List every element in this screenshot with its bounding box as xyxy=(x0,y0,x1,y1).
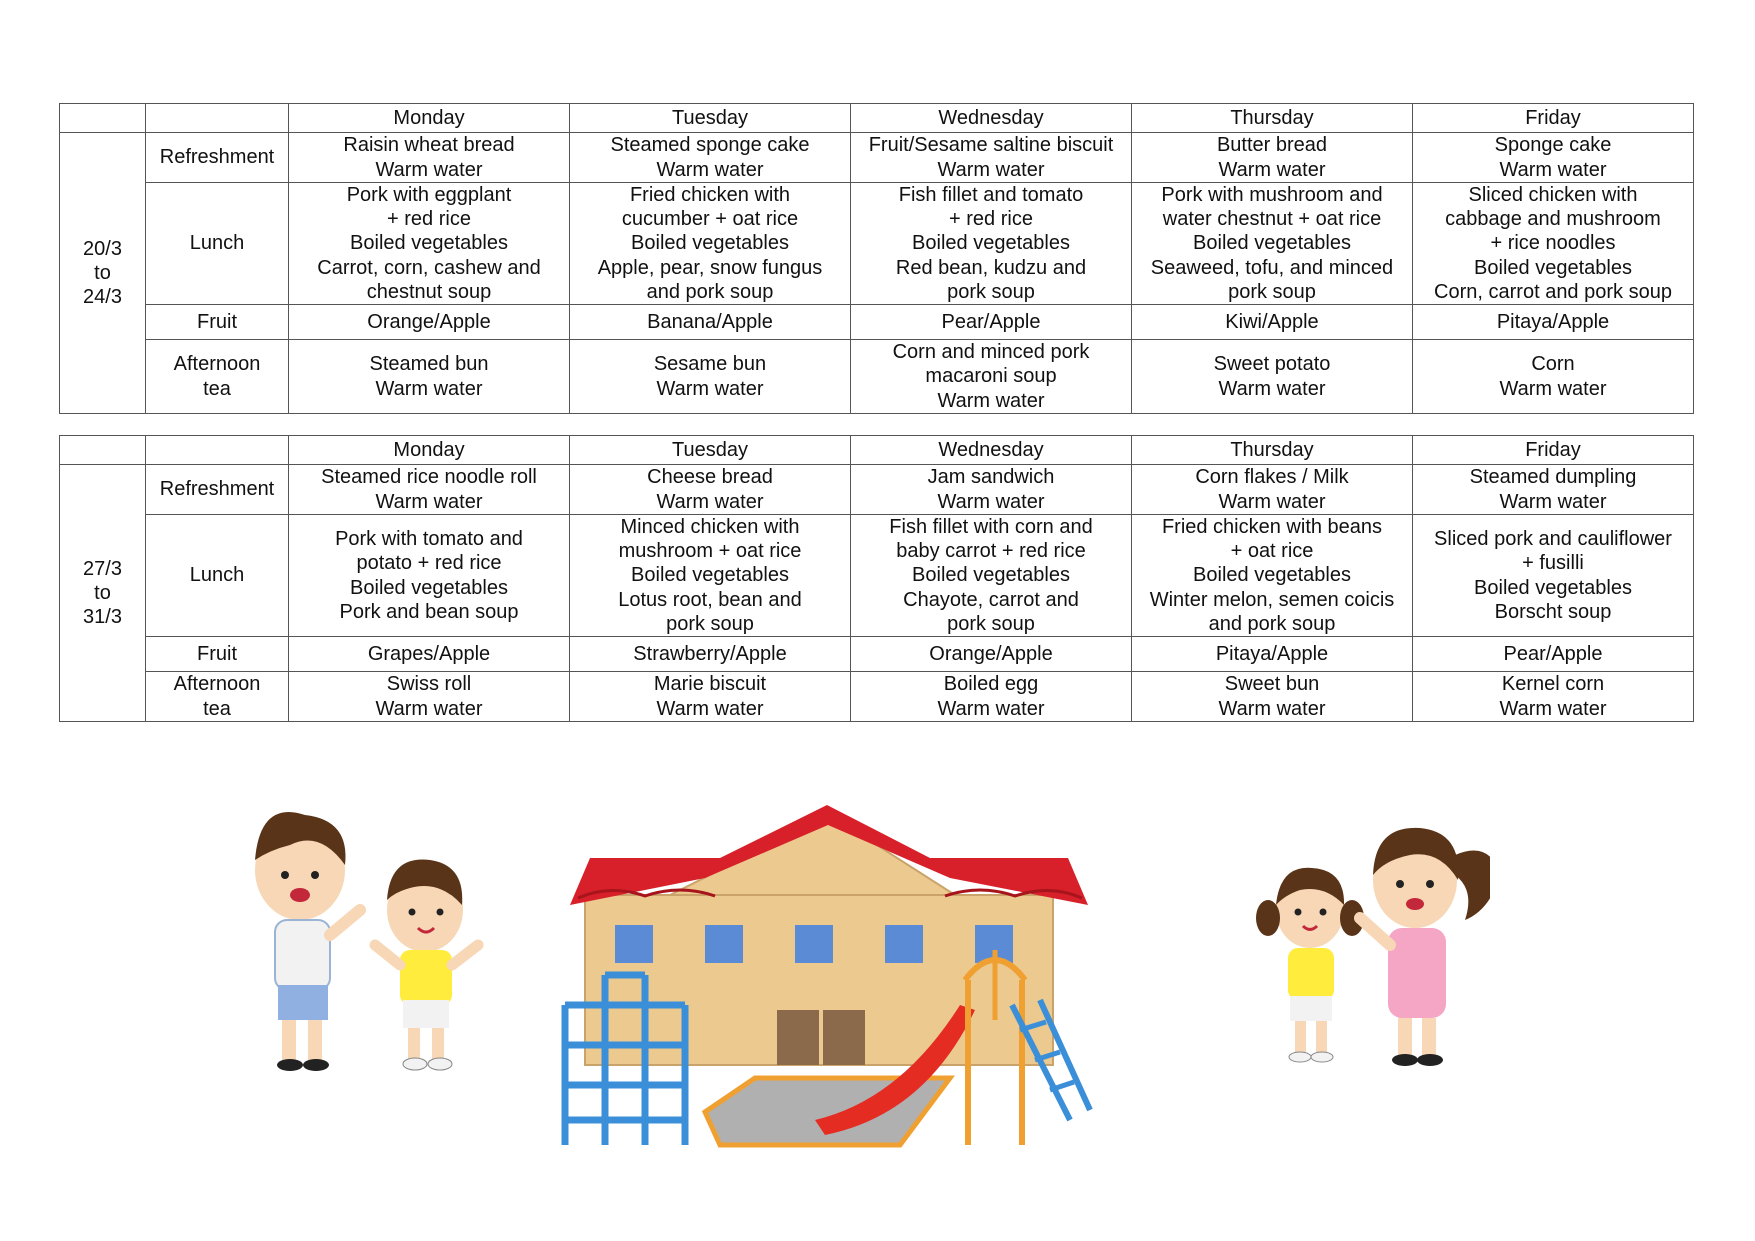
menu-line: Steamed bun xyxy=(369,353,489,376)
menu-line: and pork soup xyxy=(646,280,774,303)
menu-cell xyxy=(1413,305,1694,340)
meal-row-refreshment xyxy=(60,133,1694,183)
menu-line: Warm water xyxy=(937,490,1045,513)
menu-line: Boiled vegetables xyxy=(912,564,1070,587)
menu-cell xyxy=(851,465,1132,515)
meal-label-line: Fruit xyxy=(197,310,237,333)
menu-line: cucumber + oat rice xyxy=(621,208,799,231)
menu-cell xyxy=(570,515,851,637)
menu-cell xyxy=(570,465,851,515)
meal-row-lunch xyxy=(60,515,1694,637)
menu-line: Warm water xyxy=(375,490,483,513)
meal-label-line: tea xyxy=(203,697,231,720)
menu-line: + red rice xyxy=(387,208,471,231)
menu-line: Chayote, carrot and xyxy=(903,588,1079,611)
menu-line: Boiled vegetables xyxy=(350,576,508,599)
menu-line: pork soup xyxy=(666,612,754,635)
menu-cell xyxy=(1132,340,1413,414)
day-header: Monday xyxy=(289,436,570,465)
menu-line: Warm water xyxy=(937,158,1045,181)
date-range-cell xyxy=(60,133,146,414)
meal-label xyxy=(146,637,289,672)
menu-line: Pitaya/Apple xyxy=(1496,310,1610,333)
menu-line: + rice noodles xyxy=(1490,232,1616,255)
menu-line: Warm water xyxy=(1218,377,1326,400)
menu-line: Minced chicken with xyxy=(620,516,800,538)
menu-line: Boiled vegetables xyxy=(631,232,789,255)
meal-label-line: Lunch xyxy=(189,232,245,255)
menu-line: Kiwi/Apple xyxy=(1225,310,1319,333)
menu-line: Warm water xyxy=(1218,697,1326,720)
menu-cell xyxy=(1413,465,1694,515)
menu-line: Borscht soup xyxy=(1494,600,1612,623)
menu-line: Warm water xyxy=(1499,697,1607,720)
menu-cell xyxy=(1413,340,1694,414)
menu-cell xyxy=(1413,637,1694,672)
menu-line: Seaweed, tofu, and minced xyxy=(1150,256,1394,279)
menu-line: Swiss roll xyxy=(386,673,472,696)
menu-cell xyxy=(289,515,570,637)
menu-line: macaroni soup xyxy=(925,365,1057,388)
menu-line: Pitaya/Apple xyxy=(1215,642,1329,665)
menu-line: Warm water xyxy=(656,377,764,400)
meal-row-fruit xyxy=(60,637,1694,672)
menu-line: + oat rice xyxy=(1230,540,1314,563)
meal-label xyxy=(146,465,289,515)
meal-row-fruit xyxy=(60,305,1694,340)
menu-line: Lotus root, bean and xyxy=(618,588,802,611)
menu-line: Pear/Apple xyxy=(941,310,1041,333)
menu-cell xyxy=(851,183,1132,305)
menu-line: Warm water xyxy=(937,697,1045,720)
menu-line: Winter melon, semen coicis xyxy=(1149,588,1395,611)
menu-line: Corn, carrot and pork soup xyxy=(1434,280,1672,303)
menu-line: Corn and minced pork xyxy=(892,341,1090,364)
date-range-cell xyxy=(60,465,146,722)
menu-line: + red rice xyxy=(949,208,1033,231)
menu-line: Boiled vegetables xyxy=(1193,232,1351,255)
day-header: Friday xyxy=(1413,104,1694,133)
menu-line: potato + red rice xyxy=(356,552,502,575)
menu-line: Warm water xyxy=(375,697,483,720)
day-header: Wednesday xyxy=(851,104,1132,133)
day-header: Wednesday xyxy=(851,436,1132,465)
corner-cell xyxy=(60,436,146,465)
menu-line: Sesame bun xyxy=(653,353,767,376)
menu-line: Warm water xyxy=(1499,377,1607,400)
menu-cell xyxy=(1132,183,1413,305)
menu-cell xyxy=(1413,515,1694,637)
girl-ponytail-icon xyxy=(1360,828,1490,1066)
meal-label xyxy=(146,672,289,722)
menu-cell xyxy=(1132,672,1413,722)
menu-line: water chestnut + oat rice xyxy=(1162,208,1382,231)
meal-label-line: Refreshment xyxy=(159,478,275,501)
menu-line: Warm water xyxy=(937,389,1045,412)
menu-line: and pork soup xyxy=(1208,612,1336,635)
date-line: to xyxy=(94,581,111,604)
corner-cell xyxy=(146,104,289,133)
menu-line: Corn xyxy=(1531,353,1575,376)
menu-cell xyxy=(851,637,1132,672)
menu-line: Boiled egg xyxy=(943,673,1039,696)
menu-cell xyxy=(289,133,570,183)
menu-line: chestnut soup xyxy=(366,280,492,303)
menu-line: Steamed rice noodle roll xyxy=(321,466,537,489)
menu-line: Warm water xyxy=(375,158,483,181)
day-header: Tuesday xyxy=(570,436,851,465)
menu-cell xyxy=(1132,465,1413,515)
day-header: Friday xyxy=(1413,436,1694,465)
menu-line: Kernel corn xyxy=(1501,673,1605,696)
menu-cell xyxy=(570,637,851,672)
menu-line: Pork with tomato and xyxy=(335,528,523,551)
boy-smiling-icon xyxy=(375,860,478,1071)
menu-cell xyxy=(570,133,851,183)
menu-line: Fried chicken with beans xyxy=(1161,516,1383,538)
menu-line: pork soup xyxy=(947,280,1035,303)
menu-line: Sweet bun xyxy=(1224,673,1320,696)
menu-cell xyxy=(851,672,1132,722)
menu-line: pork soup xyxy=(1228,280,1316,303)
menu-line: baby carrot + red rice xyxy=(896,540,1086,563)
date-line: 24/3 xyxy=(83,286,122,309)
menu-line: Fried chicken with xyxy=(629,184,791,206)
menu-line: Boiled vegetables xyxy=(912,232,1070,255)
corner-cell xyxy=(146,436,289,465)
meal-label xyxy=(146,183,289,305)
meal-label-line: Lunch xyxy=(189,564,245,587)
menu-cell xyxy=(1132,133,1413,183)
day-header: Thursday xyxy=(1132,436,1413,465)
meal-label-line: Refreshment xyxy=(159,146,275,169)
girl-pigtails-icon xyxy=(1256,868,1364,1062)
meal-row-refreshment xyxy=(60,465,1694,515)
menu-line: Boiled vegetables xyxy=(1193,564,1351,587)
menu-line: Orange/Apple xyxy=(367,310,491,333)
menu-line: Apple, pear, snow fungus xyxy=(597,256,823,279)
menu-cell xyxy=(289,465,570,515)
menu-cell xyxy=(1132,305,1413,340)
menu-line: Carrot, corn, cashew and xyxy=(317,256,541,279)
menu-line: Orange/Apple xyxy=(929,642,1053,665)
date-line: 27/3 xyxy=(83,557,122,580)
menu-line: Boiled vegetables xyxy=(1474,256,1632,279)
menu-cell xyxy=(289,637,570,672)
menu-line: Fruit/Sesame saltine biscuit xyxy=(868,134,1114,157)
menu-line: Strawberry/Apple xyxy=(633,642,787,665)
meal-label-line: tea xyxy=(203,377,231,400)
menu-line: Boiled vegetables xyxy=(631,564,789,587)
meal-label xyxy=(146,340,289,414)
meal-label-line: Afternoon xyxy=(173,673,261,696)
menu-line: + fusilli xyxy=(1522,552,1584,575)
meal-label xyxy=(146,133,289,183)
menu-cell xyxy=(570,340,851,414)
menu-cell xyxy=(1413,133,1694,183)
meal-label-line: Afternoon xyxy=(173,353,261,376)
menu-line: Warm water xyxy=(1499,490,1607,513)
menu-line: Butter bread xyxy=(1216,134,1328,157)
menu-line: Cheese bread xyxy=(647,466,773,489)
meal-row-afternoon-tea xyxy=(60,672,1694,722)
meal-label-line: Fruit xyxy=(197,642,237,665)
menu-cell xyxy=(1413,183,1694,305)
menu-cell xyxy=(1132,637,1413,672)
menu-cell xyxy=(570,183,851,305)
date-line: to xyxy=(94,261,111,284)
menu-line: Warm water xyxy=(1218,490,1326,513)
menu-line: Corn flakes / Milk xyxy=(1195,466,1349,489)
menu-cell xyxy=(570,305,851,340)
corner-cell xyxy=(60,104,146,133)
menu-line: Steamed sponge cake xyxy=(610,134,810,157)
day-header: Monday xyxy=(289,104,570,133)
menu-line: mushroom + oat rice xyxy=(618,540,802,563)
day-header: Thursday xyxy=(1132,104,1413,133)
meal-label xyxy=(146,305,289,340)
menu-cell xyxy=(851,133,1132,183)
day-header: Tuesday xyxy=(570,104,851,133)
day-header-row xyxy=(60,104,1694,133)
date-line: 20/3 xyxy=(83,237,122,260)
menu-line: pork soup xyxy=(947,612,1035,635)
meal-row-lunch xyxy=(60,183,1694,305)
menu-line: Grapes/Apple xyxy=(367,642,491,665)
menu-line: Raisin wheat bread xyxy=(343,134,515,157)
menu-line: Steamed dumpling xyxy=(1469,466,1637,489)
menu-line: Pear/Apple xyxy=(1503,642,1603,665)
menu-line: Marie biscuit xyxy=(653,673,767,696)
menu-line: Warm water xyxy=(375,377,483,400)
boy-waving-icon xyxy=(255,812,360,1071)
menu-cell xyxy=(851,340,1132,414)
menu-line: Jam sandwich xyxy=(927,466,1055,489)
menu-cell xyxy=(289,340,570,414)
menu-line: Fish fillet with corn and xyxy=(889,516,1093,538)
menu-line: Pork and bean soup xyxy=(339,600,519,623)
menu-line: Warm water xyxy=(1499,158,1607,181)
menu-line: Banana/Apple xyxy=(647,310,773,333)
kindergarten-illustration-icon xyxy=(250,800,1490,1180)
menu-line: Sliced chicken with xyxy=(1468,184,1638,206)
date-line: 31/3 xyxy=(83,606,122,629)
menu-cell xyxy=(570,672,851,722)
menu-line: Pork with eggplant xyxy=(346,184,512,206)
menu-line: Sliced pork and cauliflower xyxy=(1434,528,1672,551)
menu-line: Fish fillet and tomato xyxy=(898,184,1084,206)
menu-cell xyxy=(851,515,1132,637)
menu-line: Red bean, kudzu and xyxy=(895,256,1087,279)
menu-table-week-2 xyxy=(59,435,1694,722)
menu-cell xyxy=(289,183,570,305)
day-header-row xyxy=(60,436,1694,465)
menu-line: Boiled vegetables xyxy=(350,232,508,255)
menu-line: Pork with mushroom and xyxy=(1161,184,1383,206)
meal-row-afternoon-tea xyxy=(60,340,1694,414)
menu-cell xyxy=(851,305,1132,340)
menu-line: Sponge cake xyxy=(1494,134,1612,157)
menu-cell xyxy=(1413,672,1694,722)
menu-line: Sweet potato xyxy=(1213,353,1331,376)
menu-cell xyxy=(289,672,570,722)
meal-label xyxy=(146,515,289,637)
menu-line: Warm water xyxy=(656,490,764,513)
menu-line: Warm water xyxy=(656,158,764,181)
menu-cell xyxy=(289,305,570,340)
menu-cell xyxy=(1132,515,1413,637)
menu-line: Warm water xyxy=(656,697,764,720)
menu-line: cabbage and mushroom xyxy=(1445,208,1661,231)
menu-table-week-1 xyxy=(59,103,1694,414)
menu-line: Warm water xyxy=(1218,158,1326,181)
menu-line: Boiled vegetables xyxy=(1474,576,1632,599)
